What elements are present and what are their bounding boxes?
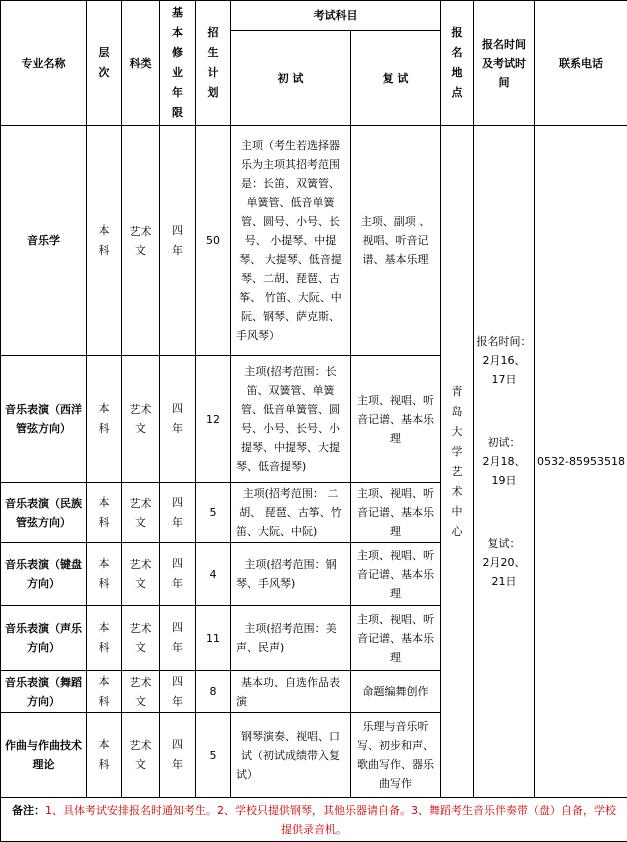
category-cell: 艺术文 <box>122 671 160 713</box>
level-cell: 本科 <box>87 356 122 483</box>
major-cell: 音乐表演（西洋管弦方向） <box>1 356 87 483</box>
years-cell: 四年 <box>160 543 196 606</box>
years-cell: 四年 <box>160 126 196 356</box>
plan-cell: 12 <box>196 356 231 483</box>
header-category: 科类 <box>122 1 160 126</box>
retest-dates: 2月20、21日 <box>474 553 534 591</box>
major-cell: 音乐表演（键盘方向） <box>1 543 87 606</box>
category-cell: 艺术文 <box>122 356 160 483</box>
header-time: 报名时间及考试时间 <box>474 1 535 126</box>
years-cell: 四年 <box>160 606 196 671</box>
level-cell: 本科 <box>87 126 122 356</box>
phone-cell: 0532-85953518 <box>535 126 627 798</box>
prelim-cell: 主项(招考范围：长笛、双簧管、单簧管、低音单簧管、圆号、小号、长号、小提琴、中提琴、大提琴、低音提琴) <box>231 356 351 483</box>
note-label: 备注： <box>12 804 45 817</box>
retest-cell: 主项、副项 、视唱、听音记谱、基本乐理 <box>351 126 441 356</box>
level-cell: 本科 <box>87 606 122 671</box>
level-cell: 本科 <box>87 543 122 606</box>
major-cell: 作曲与作曲技术理论 <box>1 713 87 798</box>
plan-cell: 8 <box>196 671 231 713</box>
category-cell: 艺术文 <box>122 606 160 671</box>
retest-cell: 主项、视唱、听音记谱、基本乐理 <box>351 606 441 671</box>
years-cell: 四年 <box>160 713 196 798</box>
retest-cell: 主项、视唱、听音记谱、基本乐理 <box>351 356 441 483</box>
location-cell: 青岛大学艺术中心 <box>441 126 474 798</box>
header-level: 层次 <box>87 1 122 126</box>
plan-cell: 4 <box>196 543 231 606</box>
major-cell: 音乐表演（声乐方向） <box>1 606 87 671</box>
category-cell: 艺术文 <box>122 543 160 606</box>
note-text: 1、具体考试安排报名时通知考生。2、学校只提供钢琴，其他乐器请自备。3、舞蹈考生音乐伴奏带（盘）自备，学校提供录音机。 <box>45 804 616 836</box>
retest-cell: 命题编舞创作 <box>351 671 441 713</box>
plan-cell: 50 <box>196 126 231 356</box>
signup-label: 报名时间： <box>474 332 534 351</box>
header-prelim: 初 试 <box>231 31 351 126</box>
header-location: 报名地点 <box>441 1 474 126</box>
header-plan: 招生计划 <box>196 1 231 126</box>
prelim-label: 初试： <box>474 433 534 452</box>
prelim-cell: 基本功、自选作品表演 <box>231 671 351 713</box>
note-row <box>1 798 627 842</box>
category-cell: 艺术文 <box>122 126 160 356</box>
prelim-cell: 主项(招考范围：美声、民声) <box>231 606 351 671</box>
header-years: 基本修业年限 <box>160 1 196 126</box>
note-cell <box>1 798 627 842</box>
plan-cell: 11 <box>196 606 231 671</box>
level-cell: 本科 <box>87 671 122 713</box>
table-row <box>1 126 627 356</box>
signup-dates: 2月16、17日 <box>474 351 534 389</box>
prelim-cell: 钢琴演奏、视唱、口试（初试成绩带入复试） <box>231 713 351 798</box>
header-retest: 复 试 <box>351 31 441 126</box>
major-cell: 音乐表演（舞蹈方向） <box>1 671 87 713</box>
header-major: 专业名称 <box>1 1 87 126</box>
years-cell: 四年 <box>160 356 196 483</box>
prelim-cell: 主项(招考范围： 二胡、 琵琶、古筝、竹笛、大阮、中阮) <box>231 483 351 543</box>
prelim-dates: 2月18、19日 <box>474 452 534 490</box>
prelim-cell: 主项(招考范围：钢琴、手风琴) <box>231 543 351 606</box>
category-cell: 艺术文 <box>122 713 160 798</box>
header-subjects: 考试科目 <box>231 1 441 31</box>
retest-label: 复试： <box>474 534 534 553</box>
major-cell: 音乐表演（民族管弦方向） <box>1 483 87 543</box>
header-phone: 联系电话 <box>535 1 627 126</box>
retest-cell: 主项、视唱、听音记谱、基本乐理 <box>351 483 441 543</box>
years-cell: 四年 <box>160 483 196 543</box>
category-cell: 艺术文 <box>122 483 160 543</box>
schedule-cell <box>474 126 535 798</box>
level-cell: 本科 <box>87 713 122 798</box>
retest-cell: 乐理与音乐听写、初步和声、歌曲写作、器乐曲写作 <box>351 713 441 798</box>
level-cell: 本科 <box>87 483 122 543</box>
retest-cell: 主项、视唱、听音记谱、基本乐理 <box>351 543 441 606</box>
plan-cell: 5 <box>196 713 231 798</box>
plan-cell: 5 <box>196 483 231 543</box>
major-cell: 音乐学 <box>1 126 87 356</box>
years-cell: 四年 <box>160 671 196 713</box>
prelim-cell: 主项（考生若选择器乐为主项其招考范围是：长笛、双簧管、单簧管、低音单簧管、圆号、小号、长号、 小提琴、中提琴、 大提琴、低音提琴、二胡、琵琶、古筝、 竹笛、大阮、中阮、钢琴、萨克斯、手风琴） <box>231 126 351 356</box>
